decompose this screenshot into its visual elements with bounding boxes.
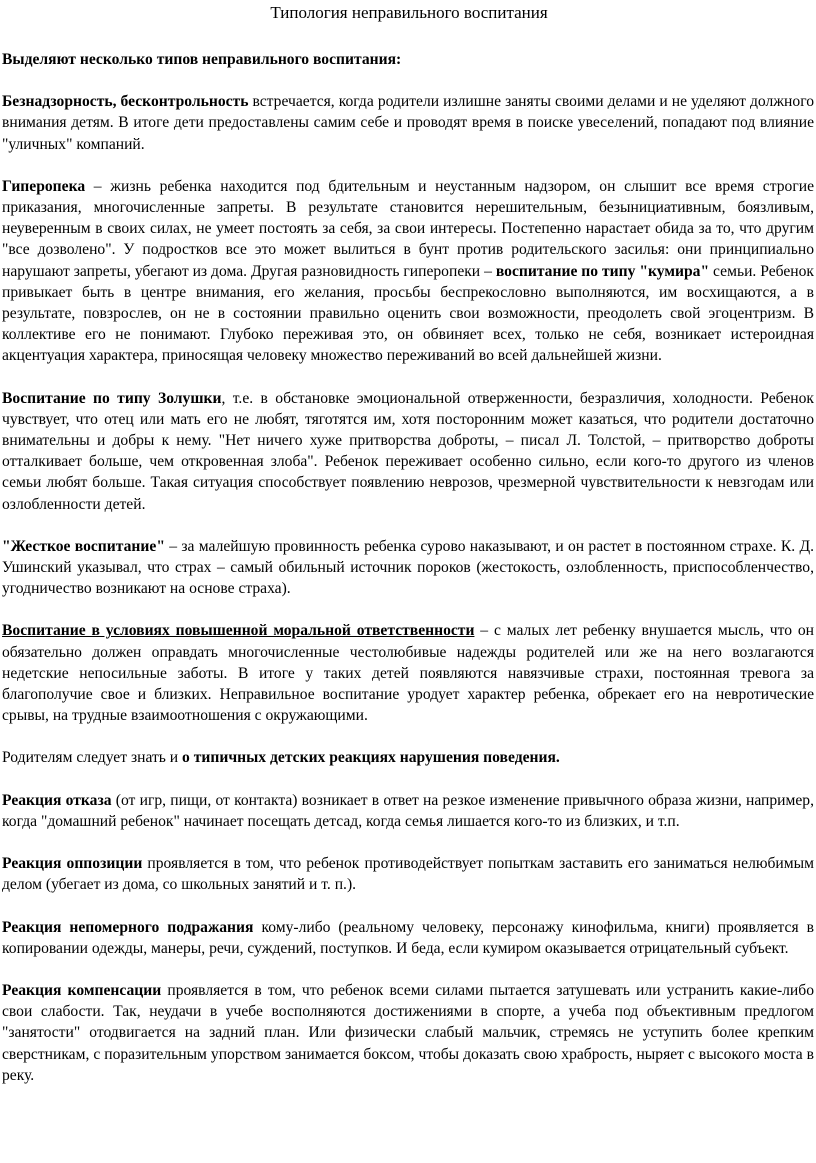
text-neglect: встречается, когда родители излишне заняты своими делами и не уделяют должного внимания детям. В итоге дети предоставлены самим себе и проводят время в поиске увеселений, попадают под влияние "уличных" компаний. — [2, 93, 814, 153]
term-opposition: Реакция оппозиции — [2, 855, 143, 873]
text-compensation: проявляется в том, что ребенок всеми силами пытается затушевать или устранить какие-либо свои слабости. Так, неудачи в учебе восполняются достижениями в спорте, а учеба под объективным предлогом "занятости" отодвигается на задний план. Или физически слабый мальчик, стремясь не уступить более крепким сверстникам, с поразительным упорством занимается боксом, чтобы доказать свою храбрость, ныряет с высокого моста в реку. — [2, 981, 814, 1084]
text-opposition: проявляется в том, что ребенок противодействует попыткам заставить его заниматься нелюбимым делом (убегает из дома, со школьных занятий и т. п.). — [2, 855, 814, 894]
text-overprotection-2: семьи. Ребенок привыкает быть в центре внимания, его желания, просьбы беспрекословно выполняются, им восхищаются, а в результате, повзрослев, он не в состоянии правильно оценить свои возможности, преодолеть свой эгоцентризм. В коллективе его не понимают. Глубоко переживая это, он обвиняет всех, только не себя, возникает истероидная акцентуация характера, приносящая человеку множество переживаний во всей дальнейшей жизни. — [2, 262, 814, 365]
term-compensation: Реакция компенсации — [2, 981, 162, 999]
paragraph-neglect — [2, 91, 816, 155]
text-moral: – с малых лет ребенку внушается мысль, что он обязательно должен оправдать многочисленные честолюбивые надежды родителей или же на него возлагаются недетские непосильные заботы. В итоге у таких детей появляются навязчивые страхи, постоянная тревога за благополучие свое и близких. Неправильное воспитание уродует характер ребенка, обрекает его на невротические срывы, на трудные взаимоотношения с окружающими. — [2, 622, 814, 725]
paragraph-overprotection — [2, 176, 816, 367]
term-imitation: Реакция непомерного подражания — [2, 918, 254, 936]
paragraph-cinderella — [2, 388, 816, 515]
text-overprotection-1: – жизнь ребенка находится под бдительным и неустанным надзором, он слышит все время строгие приказания, многочисленные запреты. В результате становится нерешительным, безынициативным, боязливым, неуверенным в своих силах, не умеет постоять за себя, за свои интересы. Постепенно нарастает обида за то, что другим "все дозволено". У подростков все это может вылиться в бунт против родительского засилья: они принципиально нарушают запреты, убегают из дома. Другая разновидность гиперопеки – — [2, 177, 814, 280]
term-idol-upbringing: воспитание по типу "кумира" — [495, 262, 710, 280]
term-parents: о типичных детских реакциях нарушения поведения. — [182, 749, 560, 767]
document-subtitle: Выделяют несколько типов неправильного воспитания: — [2, 51, 402, 68]
paragraph-refusal — [2, 790, 816, 832]
paragraph-harsh — [2, 536, 816, 600]
term-refusal: Реакция отказа — [2, 791, 112, 809]
text-refusal: (от игр, пищи, от контакта) возникает в ответ на резкое изменение привычного образа жизни, например, когда "домашний ребенок" начинает посещать детсад, когда семья лишается кого-то из близких, и т.п. — [2, 791, 814, 830]
paragraph-compensation — [2, 980, 816, 1086]
paragraph-parents — [2, 747, 816, 768]
paragraph-moral — [2, 620, 816, 726]
text-imitation: кому-либо (реальному человеку, персонажу кинофильма, книги) проявляется в копировании одежды, манеры, речи, суждений, поступков. И беда, если кумиром оказывается отрицательный субъект. — [2, 918, 814, 957]
paragraph-opposition — [2, 853, 816, 895]
term-neglect: Безнадзорность, бесконтрольность — [2, 93, 249, 111]
term-moral: Воспитание в условиях повышенной моральной ответственности — [2, 622, 475, 640]
term-harsh: "Жесткое воспитание" — [2, 537, 165, 555]
paragraph-imitation — [2, 917, 816, 959]
text-parents: Родителям следует знать и — [2, 749, 183, 767]
text-cinderella: , т.е. в обстановке эмоциональной отверженности, безразличия, холодности. Ребенок чувствует, что отец или мать его не любят, тяготятся им, хотя посторонним может казаться, что родители достаточно внимательны и добры к нему. "Нет ничего хуже притворства доброты, – писал Л. Толстой, – притворство доброты отталкивает больше, чем откровенная злоба". Ребенок переживает особенно сильно, если кого-то другого из членов семьи любят больше. Такая ситуация способствует появлению неврозов, чрезмерной чувствительности к невзгодам или озлобленности детей. — [2, 389, 815, 513]
document-page — [0, 2, 816, 1163]
term-cinderella: Воспитание по типу Золушки — [2, 389, 222, 407]
term-overprotection: Гиперопека — [2, 177, 86, 195]
page-title: Типология неправильного воспитания — [270, 3, 548, 22]
text-harsh: – за малейшую провинность ребенка сурово наказывают, и он растет в постоянном страхе. К. Д. Ушинский указывал, что страх – самый обильный источник пороков (жестокость, озлобленность, приспособленчество, угодничество возникают на основе страха). — [2, 537, 814, 598]
